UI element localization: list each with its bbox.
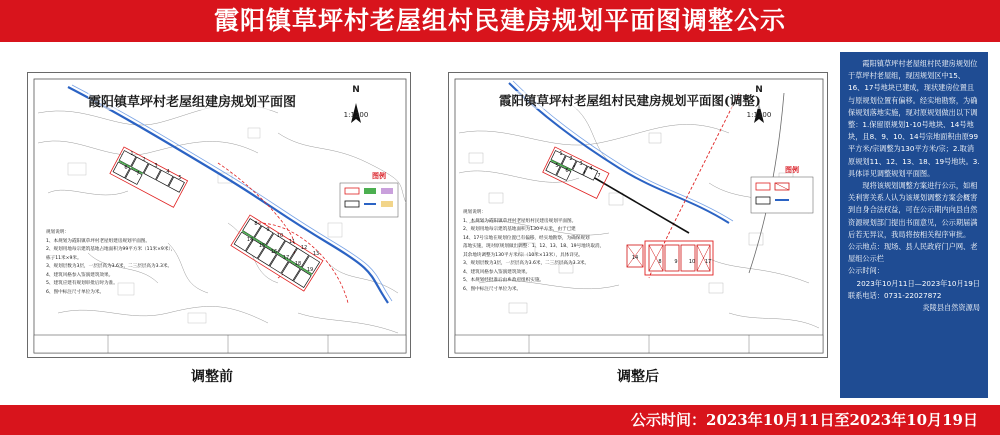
note-line: 规划说明： <box>46 230 69 235</box>
footer-banner <box>0 405 1000 435</box>
note-line: 6、图中标注尺寸单位为米。 <box>463 286 522 292</box>
note-line: 其余地块调整为130平方米/宗（10米×13米），具体详见。 <box>463 252 584 258</box>
note-line: 4、建筑风格参入鉴演建筑效果。 <box>46 272 114 278</box>
publish-time: 公示时间：2023年10月11日至2023年10月19日 <box>631 411 978 429</box>
after-plan-map <box>448 72 828 358</box>
notice-objection-text: 现将该规划调整方案进行公示，如相关利害关系人认为该规划调整方案会概害到自身合法权益，可在公示期内向县自然资源规划部门提出书面意见，公示期届满后若无异议，我局将按相关程序审批。 <box>848 181 978 239</box>
scale-ratio: 1:1200 <box>343 111 369 119</box>
lot-number-label: 9 <box>674 259 678 265</box>
note-line: 14、17号宗地在规划位置已有偏移，经实地勘察，为确保规划 <box>463 235 590 241</box>
after-plan-notes <box>463 209 604 294</box>
lot-number-label: 7 <box>136 171 140 177</box>
page-title-banner <box>0 0 1000 42</box>
note-line: 5、建筑应建有规划审批后时为准。 <box>46 281 118 286</box>
notice-time-range: 2023年10月11日—2023年10月19日 <box>856 278 980 288</box>
note-line: 4、建筑风格参入鉴演建筑效果。 <box>463 269 531 275</box>
lot-number-label: 14 <box>631 255 639 261</box>
note-line: 2、规划用地每宗建筑基地占地面积为99平方米（11米×9米）， <box>46 247 176 252</box>
lot-number-label: 19 <box>306 267 314 273</box>
after-caption: 调整后 <box>617 369 659 385</box>
lot-number-label: 6 <box>124 165 128 171</box>
lot-number-label: 2 <box>569 156 573 162</box>
lot-number-label: 3 <box>154 163 158 169</box>
lot-number-label: 17 <box>282 255 290 261</box>
lot-number-label: 5 <box>178 175 182 181</box>
note-line: 落地实施，现对原规划做出调整：1、12、13、18、19号地块取消， <box>463 244 605 249</box>
note-line: 1、本规划为霞阳镇草坪村老屋组村民建房规划平面图。 <box>463 218 577 224</box>
note-line: 规划说明： <box>463 210 486 215</box>
scale-ratio: 1:1200 <box>746 111 772 119</box>
notice-adjustment-text: 霞阳镇草坪村老屋组村民建房规划位于草坪村老屋组，现因规划区中15、16、17号地块已建成，现状建房位置且与原规划位置有偏移。经实地勘察，为确保规划落地实施，现对原规划做出以下调整：1.保留原规划1-10号地块、14号地块，且8、9、10、14号宗地面积由原99平方米/宗调整为130平方米/宗；2.取消原规划11、12、13、18、19号地块。3.具体详见调整规划平面图。 <box>848 59 980 178</box>
lot-number-label: 1 <box>559 151 563 157</box>
before-plan-notes <box>46 229 175 297</box>
lot-number-label: 13 <box>312 251 320 257</box>
lot-number-label: 4 <box>166 169 170 175</box>
north-label: N <box>755 85 763 95</box>
page-title: 霞阳镇草坪村老屋组村民建房规划平面图调整公示 <box>213 6 786 35</box>
lot-number-label: 4 <box>589 166 593 172</box>
before-north-scale <box>336 85 376 119</box>
notice-time-label: 公示时间： <box>848 266 884 276</box>
lot-number-label: 2 <box>142 157 146 163</box>
lot-number-label: 3 <box>579 161 583 167</box>
before-legend-label: 图例 <box>372 172 386 180</box>
lot-number-label: 8 <box>658 259 662 265</box>
lot-number-label: 1 <box>130 151 134 157</box>
before-caption: 调整前 <box>191 369 233 385</box>
after-legend-label: 图例 <box>785 166 799 174</box>
note-line: 1、本规划为霞阳镇草坪村老屋组建房规划平面图。 <box>46 238 150 244</box>
note-line: 2、规划用地每宗建筑基地面积为130平方米，由于已建 <box>463 227 576 232</box>
lot-number-label: 10 <box>276 233 284 239</box>
lot-number-label: 11 <box>288 239 296 245</box>
after-north-scale <box>739 85 779 119</box>
lot-number-label: 17 <box>704 259 712 265</box>
lot-number-label: 10 <box>688 259 696 265</box>
notice-location: 公示地点：现场、县人民政府门户网、老屋组公示栏 <box>848 242 978 264</box>
after-map-title: 霞阳镇草坪村老屋组村民建房规划平面图(调整) <box>499 93 761 108</box>
before-map-title: 霞阳镇草坪村老屋组建房规划平面图 <box>88 91 296 110</box>
note-line: 6、图中标注尺寸单位为米。 <box>46 289 105 295</box>
lot-number-label: 9 <box>266 227 270 233</box>
before-plan-map <box>27 72 411 358</box>
notice-panel <box>840 52 988 398</box>
north-label: N <box>352 85 360 95</box>
note-line: 3、规划层数为3层，一层层高为3.6米，二三层层高为3.3米。 <box>46 264 173 269</box>
lot-number-label: 5 <box>555 163 559 169</box>
note-line: 栋子11米×9米。 <box>46 255 82 261</box>
lot-number-label: 8 <box>254 221 258 227</box>
lot-number-label: 7 <box>597 173 601 179</box>
lot-number-label: 6 <box>565 168 569 174</box>
lot-number-label: 18 <box>294 261 302 267</box>
lot-number-label: 15 <box>258 243 266 249</box>
lot-number-label: 12 <box>300 245 308 251</box>
note-line: 5、本规划经批准后由乡政府组织实施。 <box>463 278 545 283</box>
lot-number-label: 14 <box>246 237 254 243</box>
notice-issuer: 炎陵县自然资源局 <box>922 303 980 313</box>
note-line: 3、规划层数为3层，一层层高为3.6米，二三层层高为3.3米。 <box>463 261 590 266</box>
lot-number-label: 16 <box>270 249 278 255</box>
notice-phone: 联系电话：0731-22027872 <box>848 290 942 300</box>
